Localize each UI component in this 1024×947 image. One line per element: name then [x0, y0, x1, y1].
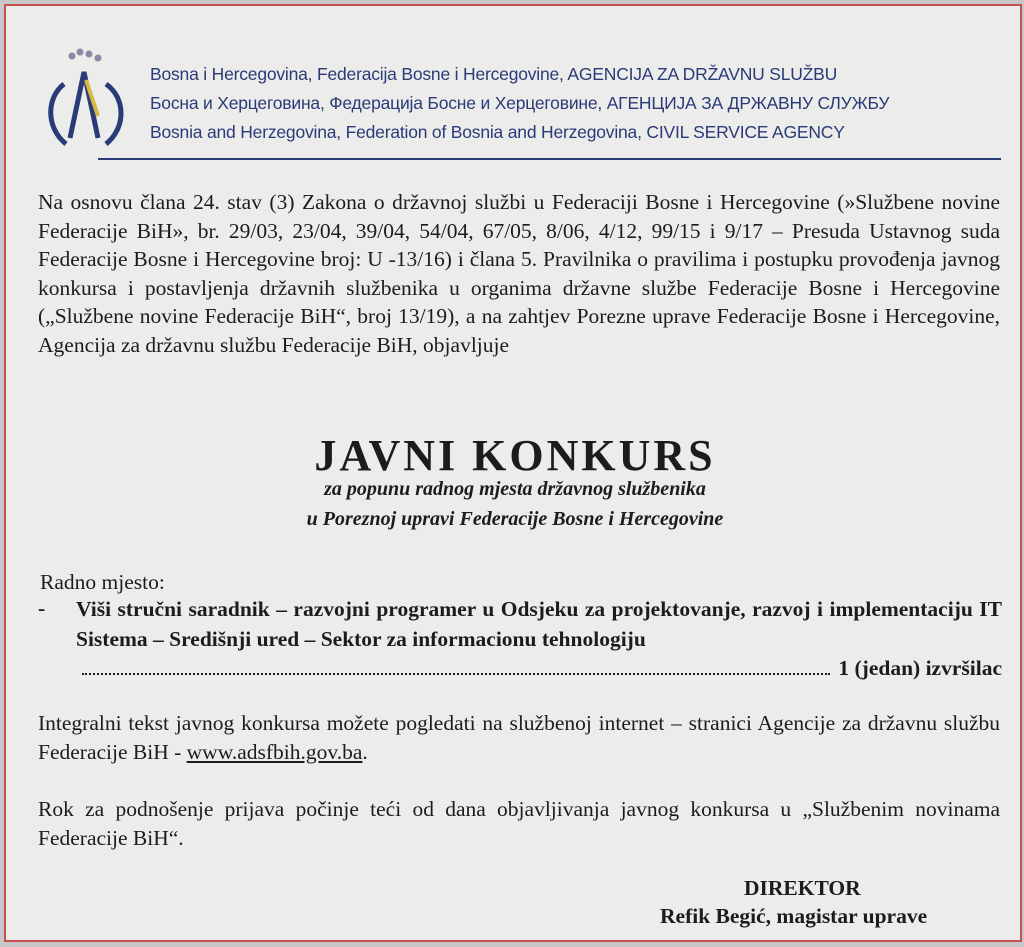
dot-leader: [82, 673, 830, 675]
deadline-paragraph: Rok za podnošenje prijava počinje teći od dana objavljivanja javnog konkursa u „Službenim novinama Federacije BiH“.: [38, 797, 1000, 850]
agency-name-bosnian: Bosna i Hercegovina, Federacija Bosne i Hercegovine, AGENCIJA ZA DRŽAVNU SLUŽBU: [150, 64, 838, 84]
document-subtitle-2: u Poreznoj upravi Federacije Bosne i Hercegovine: [306, 508, 724, 530]
announcement-page: [4, 4, 1022, 942]
agency-website-link[interactable]: www.adsfbih.gov.ba: [186, 739, 363, 764]
header-divider: [98, 158, 1001, 160]
signature-role: DIREKTOR: [744, 876, 861, 900]
position-label: Radno mjesto:: [40, 570, 165, 594]
position-count-row: [76, 656, 1002, 681]
integral-text: Integralni tekst javnog konkursa možete pogledati na službenoj internet – stranici Agencije za državnu službu Federacije BiH -: [38, 711, 1000, 764]
agency-names: [150, 60, 889, 147]
position-title: Viši stručni saradnik – razvojni programer u Odsjeku za projektovanje, razvoj i implementaciju IT Sistema – Središnji ured – Sektor za informacionu tehnologiju: [76, 597, 1002, 651]
document-title: JAVNI KONKURS: [314, 431, 716, 480]
document-subtitle-1: za popunu radnog mjesta državnog službenika: [324, 478, 706, 500]
integral-text-paragraph: [38, 709, 1000, 766]
integral-end: .: [362, 739, 368, 764]
intro-paragraph: Na osnovu člana 24. stav (3) Zakona o državnoj službi u Federaciji Bosne i Hercegovine (»Službene novine Federacije BiH», br. 29/03, 23/04, 39/04, 54/04, 67/05, 8/06, 4/12, 99/15 i 9/17 – Presuda Ustavnog suda Federacije Bosne i Hercegovine broj: U -13/16) i člana 5. Pravilnika o pravilima i postupku provođenja javnog konkursa i postavljenja državnih službenika u organima državne službe Federacije Bosne i Hercegovine („Službene novine Federacije BiH“, broj 13/19), a na zahtjev Porezne uprave Federacije Bosne i Hercegovine, Agencija za državnu službu Federacije BiH, objavljuje: [38, 190, 1000, 357]
agency-name-serbian: Босна и Херцеговина, Федерација Босне и Херцеговине, АГЕНЦИЈА ЗА ДРЖАВНУ СЛУЖБУ: [150, 93, 890, 113]
agency-name-english: Bosnia and Herzegovina, Federation of Bosnia and Herzegovina, CIVIL SERVICE AGENCY: [150, 122, 845, 142]
agency-logo-icon: [42, 46, 134, 156]
agency-header: [42, 46, 1004, 166]
signature-name: Refik Begić, magistar uprave: [660, 904, 928, 928]
position-count: 1 (jedan) izvršilac: [838, 656, 1002, 680]
position-bullet: -: [38, 596, 46, 620]
